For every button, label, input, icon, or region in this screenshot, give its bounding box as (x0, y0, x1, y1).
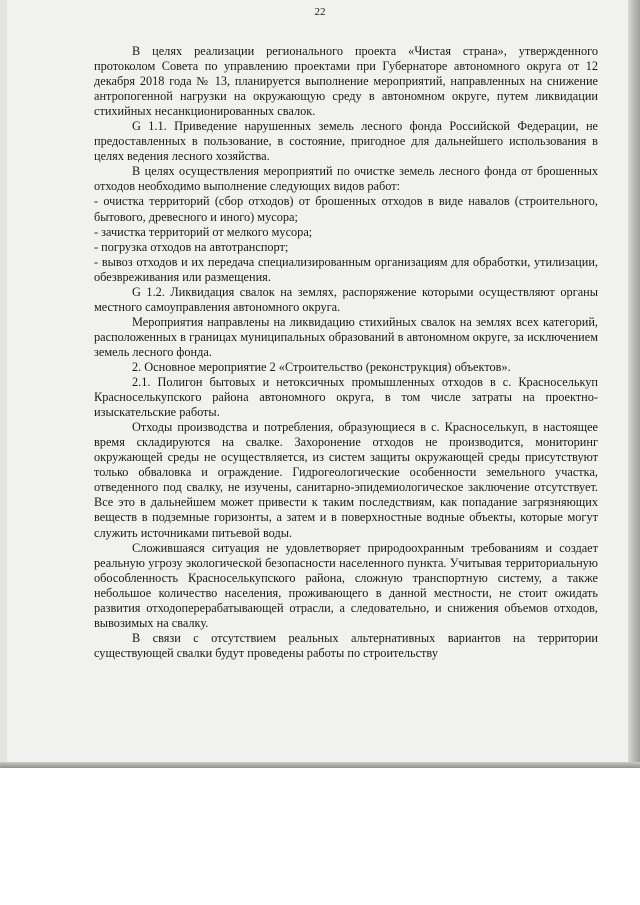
paragraph-g-1-2: G 1.2. Ликвидация свалок на землях, распоряжение которыми осуществляют органы местного самоуправления автономного округа. (94, 284, 598, 314)
paragraph-cleanup-works-intro: В целях осуществления мероприятий по очистке земель лесного фонда от брошенных отходов необходимо выполнение следующих видов работ: (94, 164, 598, 194)
paragraph-waste-situation: Отходы производства и потребления, образующиеся в с. Красноселькуп, в настоящее время складируются на свалке. Захоронение отходов не производится, мониторинг окружающей среды не осуществляется, из систем защиты окружающей среды присутствуют только обваловка и ограждение. Гидрогеологические особенности земельного участка, отведенного под свалку, не изучены, санитарно-эпидемиологическое заключение отсутствует. Все это в дальнейшем может привести к таким последствиям, как попадание загрязняющих веществ в подземные горизонты, а затем и в поверхностные водные объекты, которые могут служить источниками питьевой воды. (94, 420, 598, 540)
document-body (94, 44, 598, 661)
scan-bottom-edge-shadow (0, 762, 640, 768)
list-item-cleanup-waste: - очистка территорий (сбор отходов) от брошенных отходов в виде навалов (строительного, бытового, древесного и иного) мусора; (94, 194, 598, 224)
paragraph-landfill-2-1: 2.1. Полигон бытовых и нетоксичных промышленных отходов в с. Красноселькуп Красноселькупского района автономного округа, в том числе затраты на проектно-изыскательские работы. (94, 375, 598, 420)
paragraph-dump-liquidation: Мероприятия направлены на ликвидацию стихийных свалок на землях всех категорий, расположенных в границах муниципальных образований в автономном округе, за исключением земель лесного фонда. (94, 314, 598, 359)
paragraph-construction: В связи с отсутствием реальных альтернативных вариантов на территории существующей свалки будут проведены работы по строительству (94, 630, 598, 660)
list-item-small-debris: - зачистка территорий от мелкого мусора; (94, 225, 598, 240)
list-item-removal: - вывоз отходов и их передача специализированным организациям для обработки, утилизации, обезвреживания или размещения. (94, 255, 598, 285)
scan-right-edge-shadow (628, 0, 640, 768)
paragraph-main-activity-2: 2. Основное мероприятие 2 «Строительство (реконструкция) объектов». (132, 359, 511, 374)
paragraph-current-situation: Сложившаяся ситуация не удовлетворяет природоохранным требованиям и создает реальную угрозу экологической безопасности населенного пункта. Учитывая территориальную обособленность Красноселькупского района, сложную транспортную систему, а также небольшое количество населения, проживающего в данной местности, не стоит ожидать развития отходоперерабатывающей отрасли, а следовательно, и снижения объемов отходов, вывозимых на свалку. (94, 540, 598, 630)
paragraph-g-1-1: G 1.1. Приведение нарушенных земель лесного фонда Российской Федерации, не предоставленных в пользование, в состояние, пригодное для дальнейшего использования в целях ведения лесного хозяйства. (94, 119, 598, 164)
page-number: 22 (314, 6, 326, 18)
paragraph-regional-project: В целях реализации регионального проекта «Чистая страна», утвержденного протоколом Совета по управлению проектами при Губернаторе автономного округа от 12 декабря 2018 года № 13, планируется выполнение мероприятий, направленных на снижение антропогенной нагрузки на окружающую среду в автономном округе, путем ликвидации стихийных несанкционированных свалок. (94, 44, 598, 119)
scan-left-edge (0, 0, 7, 768)
list-item-loading: - погрузка отходов на автотранспорт; (94, 240, 598, 255)
